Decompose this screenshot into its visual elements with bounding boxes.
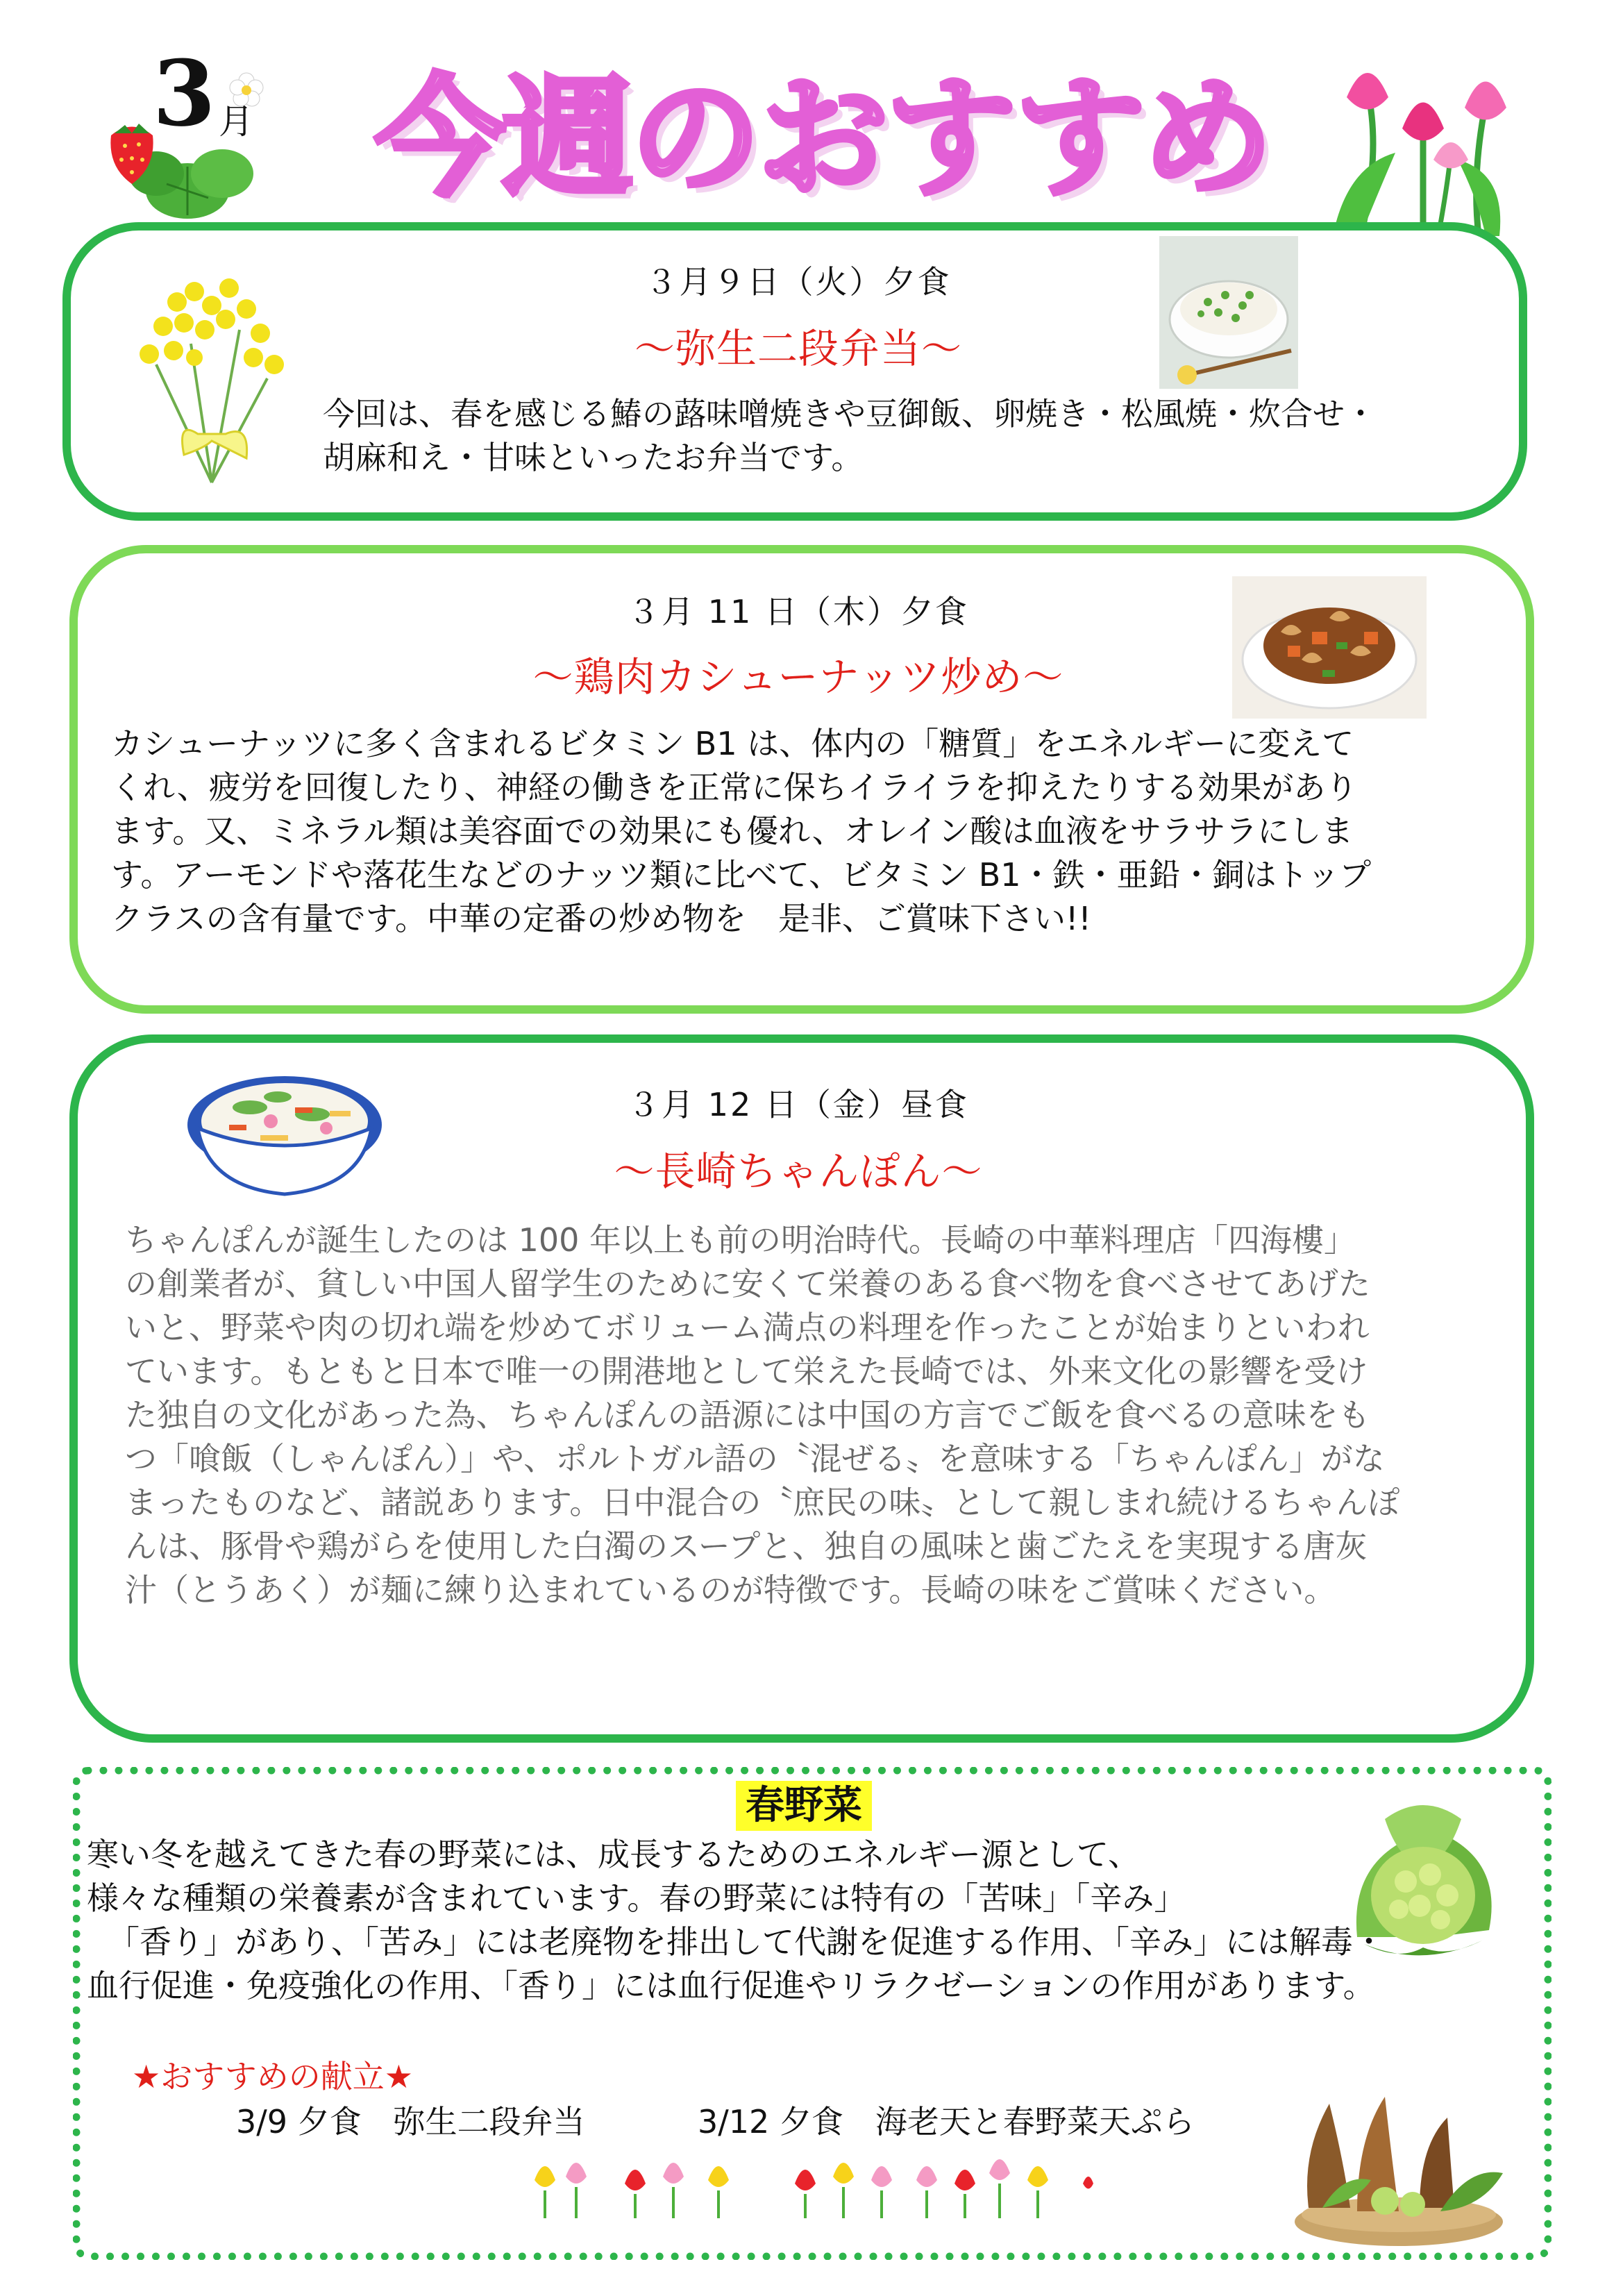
champon-photo	[180, 1059, 389, 1205]
section-3-line: た独自の文化があった為、ちゃんぽんの語源には中国の方言でご飯を食べるの意味をも	[125, 1396, 1370, 1434]
section-3-date: ３月 12 日（金）昼食	[628, 1086, 969, 1123]
section-3-line: ています。もともと日本で唯一の開港地として栄えた長崎では、外来文化の影響を受け	[125, 1352, 1368, 1390]
tulip-row-icon	[528, 2152, 1125, 2222]
bamboo-shoot-basket-icon	[1281, 2090, 1517, 2249]
section-3-line: んは、豚骨や鶏がらを使用した白濁のスープと、独自の風味と歯ごたえを実現する唐灰	[125, 1527, 1368, 1565]
section-1-dish: ～弥生二段弁当～	[634, 325, 962, 372]
section-2-dish: ～鶏肉カシューナッツ炒め～	[532, 653, 1064, 701]
pea-rice-photo	[1159, 236, 1298, 389]
section-3-line: 汁（とうあく）が麺に練り込まれているのが特徴です。長崎の味をご賞味ください。	[125, 1571, 1336, 1609]
spring-title: 春野菜	[736, 1781, 872, 1831]
tulip-icon	[1319, 49, 1527, 243]
recommend-heading: ★おすすめの献立★	[132, 2058, 413, 2095]
section-2-line: す。アーモンドや落花生などのナッツ類に比べて、ビタミン B1・鉄・亜鉛・銅はトップ	[111, 856, 1372, 894]
mimosa-bouquet-icon	[115, 260, 302, 496]
section-2-line: くれ、疲労を回復したり、神経の働きを正常に保ちイライラを抑えたりする効果があり	[111, 769, 1358, 806]
recommend-item: 3/12 夕食 海老天と春野菜天ぷら	[698, 2103, 1195, 2140]
section-1-date: ３月９日（火）夕食	[645, 263, 952, 301]
section-1-body	[323, 392, 1503, 480]
section-3-dish: ～長崎ちゃんぽん～	[614, 1148, 983, 1195]
section-1-line: 胡麻和え・甘味といったお弁当です。	[323, 439, 864, 476]
spring-line: 寒い冬を越えてきた春の野菜には、成長するためのエネルギー源として、	[87, 1836, 1141, 1873]
cashew-chicken-photo	[1232, 576, 1427, 719]
section-3-line: の創業者が、貧しい中国人留学生のために安くて栄養のある食べ物を食べさせてあげた	[125, 1265, 1370, 1302]
section-2-date: ３月 11 日（木）夕食	[628, 593, 969, 630]
section-3-line: つ「喰飯（しゃんぽん）」や、ポルトガル語の〝混ぜる〟を意味する「ちゃんぽん」がな	[125, 1440, 1385, 1477]
section-2-line: ます。又、ミネラル類は美容面での効果にも優れ、オレイン酸は血液をサラサラにしま	[111, 812, 1354, 850]
section-3-line: ちゃんぽんが誕生したのは 100 年以上も前の明治時代。長崎の中華料理店「四海樓」	[125, 1221, 1356, 1259]
section-3-line: まったものなど、諸説あります。日中混合の〝庶民の味〟として親しまれ続けるちゃんぽ	[125, 1484, 1400, 1521]
section-3-line: いと、野菜や肉の切れ端を炒めてボリューム満点の料理を作ったことが始まりといわれ	[125, 1309, 1370, 1346]
spring-line: 様々な種類の栄養素が含まれています。春の野菜には特有の「苦味」「辛み」	[87, 1879, 1186, 1917]
spring-body	[87, 1833, 1538, 2008]
section-1-line: 今回は、春を感じる鰆の蕗味噌焼きや豆御飯、卵焼き・松風焼・炊合せ・	[323, 395, 1377, 433]
section-3-body	[125, 1218, 1513, 1612]
month-number: 3	[153, 40, 216, 146]
page-title: 今週のおすすめ	[375, 62, 1270, 215]
spring-line: 血行促進・免疫強化の作用、「香り」には血行促進やリラクゼーションの作用があります。	[87, 1967, 1375, 2004]
spring-line: 「香り」があり、「苦み」には老廃物を排出して代謝を促進する作用、「辛み」には解毒・	[108, 1923, 1385, 1961]
month-unit: 月	[219, 101, 253, 142]
month-badge	[83, 40, 292, 215]
section-2-line: カシューナッツに多く含まれるビタミン B1 は、体内の「糖質」をエネルギーに変えて	[111, 725, 1354, 762]
section-2-body	[111, 722, 1506, 941]
section-2-line: クラスの含有量です。中華の定番の炒め物を 是非、ご賞味下さい!!	[111, 900, 1091, 937]
recommend-item: 3/9 夕食 弥生二段弁当	[236, 2103, 585, 2140]
